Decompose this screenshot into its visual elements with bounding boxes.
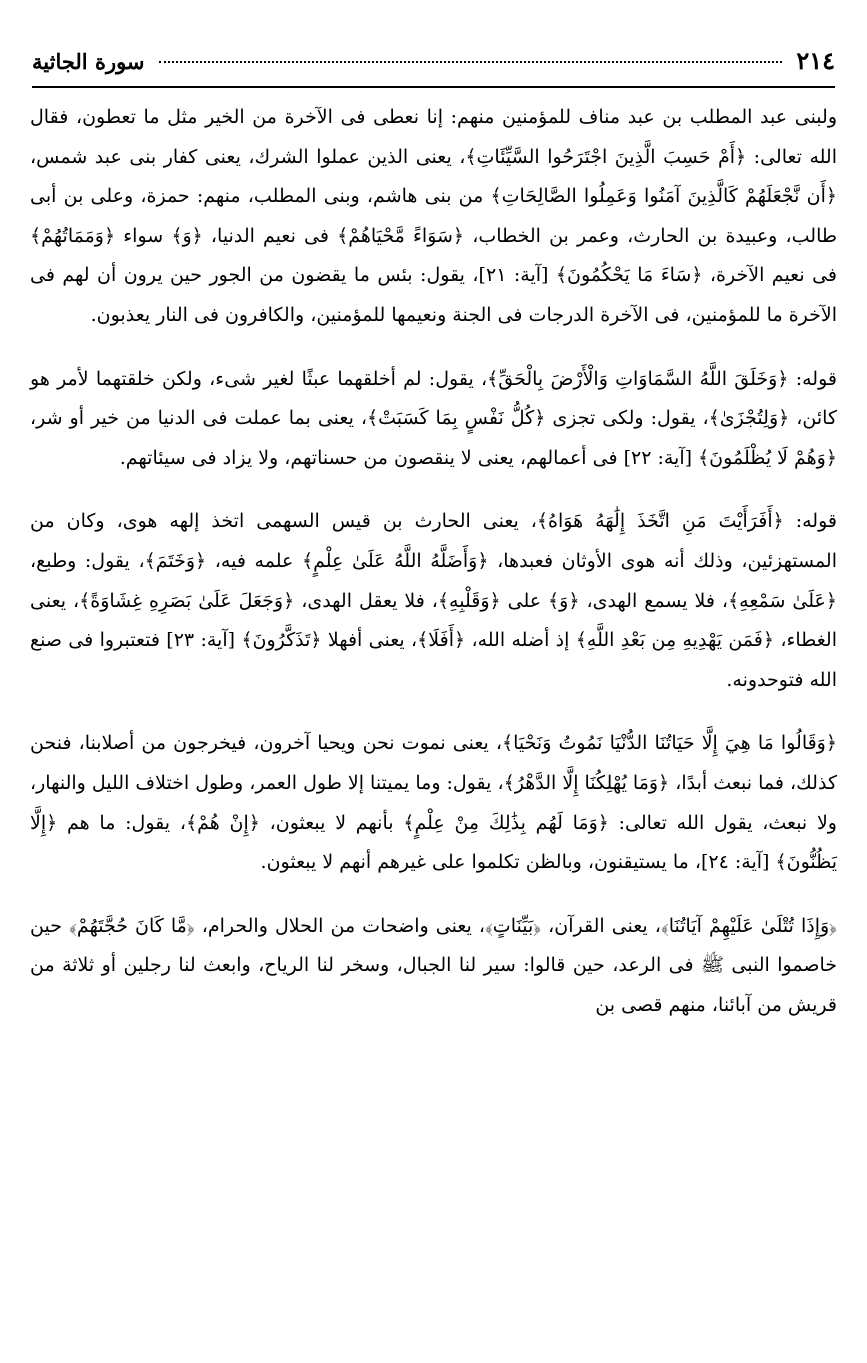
paragraph-1: ولبنى عبد المطلب بن عبد مناف للمؤمنين منهم: إنا نعطى فى الآخرة من الخير مثل ما تعطون، فقال الله تعالى: ﴿أَمْ حَسِبَ الَّذِينَ اجْتَرَحُوا السَّيِّئَاتِ﴾، يعنى الذين عملوا الشرك، يعنى كفار بنى عبد شمس، ﴿أَن نَّجْعَلَهُمْ كَالَّذِينَ آمَنُوا وَعَمِلُوا الصَّالِحَاتِ﴾ من بنى هاشم، وبنى المطلب، منهم: حمزة، وعلى بن أبى طالب، وعبيدة بن الحارث، وعمر بن الخطاب، ﴿سَوَاءً مَّحْيَاهُمْ﴾ فى نعيم الدنيا، ﴿وَ﴾ سواء ﴿وَمَمَاتُهُمْ﴾ فى نعيم الآخرة، ﴿سَاءَ مَا يَحْكُمُونَ﴾ [آية: ٢١]، يقول: بئس ما يقضون من الجور حين يرون أن لهم فى الآخرة ما للمؤمنين، فى الآخرة الدرجات فى الجنة ونعيمها للمؤمنين، والكافرون فى النار يعذبون. xyxy=(30,106,838,326)
surah-title: سورة الجاثية xyxy=(32,49,145,74)
page-number: ٢١٤ xyxy=(796,46,835,75)
paragraph-2: قوله: ﴿وَخَلَقَ اللَّهُ السَّمَاوَاتِ وَالْأَرْضَ بِالْحَقِّ﴾، يقول: لم أخلقهما عبثًا لغير شىء، ولكن خلقتهما لأمر هو كائن، ﴿وَلِتُجْزَىٰ﴾، يقول: ولكى تجزى ﴿كُلُّ نَفْسٍ بِمَا كَسَبَتْ﴾، يعنى بما عملت فى الدنيا من خير أو شر، ﴿وَهُمْ لَا يُظْلَمُونَ﴾ [آية: ٢٢] فى أعمالهم، يعنى لا ينقصون من حسناتهم، ولا يزاد فى سيئاتهم. xyxy=(30,367,837,469)
paragraph-3: قوله: ﴿أَفَرَأَيْتَ مَنِ اتَّخَذَ إِلَٰهَهُ هَوَاهُ﴾، يعنى الحارث بن قيس السهمى اتخذ إلهه هوى، وكان من المستهزئين، وذلك أنه هوى الأوثان فعبدها، ﴿وَأَضَلَّهُ اللَّهُ عَلَىٰ عِلْمٍ﴾ علمه فيه، ﴿وَخَتَمَ﴾، يقول: وطبع، ﴿عَلَىٰ سَمْعِهِ﴾، فلا يسمع الهدى، ﴿وَ﴾ على ﴿وَقَلْبِهِ﴾، فلا يعقل الهدى، ﴿وَجَعَلَ عَلَىٰ بَصَرِهِ غِشَاوَةً﴾، يعنى الغطاء، ﴿فَمَن يَهْدِيهِ مِن بَعْدِ اللَّهِ﴾ إذ أضله الله، ﴿أَفَلَا﴾، يعنى أفهلا ﴿تَذَكَّرُونَ﴾ [آية: ٢٣] فتعتبروا فى صنع الله فتوحدونه. xyxy=(30,510,837,691)
paragraph-4: ﴿وَقَالُوا مَا هِيَ إِلَّا حَيَاتُنَا الدُّنْيَا نَمُوتُ وَنَحْيَا﴾، يعنى نموت نحن ويحيا آخرون، فيخرجون من أصلابنا، فنحن كذلك، فما نبعث أبدًا، ﴿وَمَا يُهْلِكُنَا إِلَّا الدَّهْرُ﴾، يقول: وما يميتنا إلا طول العمر، وطول اختلاف الليل والنهار، ولا نبعث، يقول الله تعالى: ﴿وَمَا لَهُم بِذَٰلِكَ مِنْ عِلْمٍ﴾ بأنهم لا يبعثون، ﴿إِنْ هُمْ﴾، يقول: ما هم ﴿إِلَّا يَظُنُّونَ﴾ [آية: ٢٤]، ما يستيقنون، وبالظن تكلموا على غيرهم أنهم لا يبعثون. xyxy=(30,732,837,874)
page-header xyxy=(32,46,835,88)
paragraph-5: ﴿وَإِذَا تُتْلَىٰ عَلَيْهِمْ آيَاتُنَا﴾، يعنى القرآن، ﴿بَيِّنَاتٍ﴾، يعنى واضحات من الحلال والحرام، ﴿مَّا كَانَ حُجَّتَهُمْ﴾ حين خاصموا النبى ﷺ فى الرعد، حين قالوا: سير لنا الجبال، وسخر لنا الرياح، وابعث لنا رجلين أو ثلاثة من قريش من آبائنا، منهم قصى بن xyxy=(30,914,837,1016)
header-leader-dots xyxy=(159,61,783,63)
